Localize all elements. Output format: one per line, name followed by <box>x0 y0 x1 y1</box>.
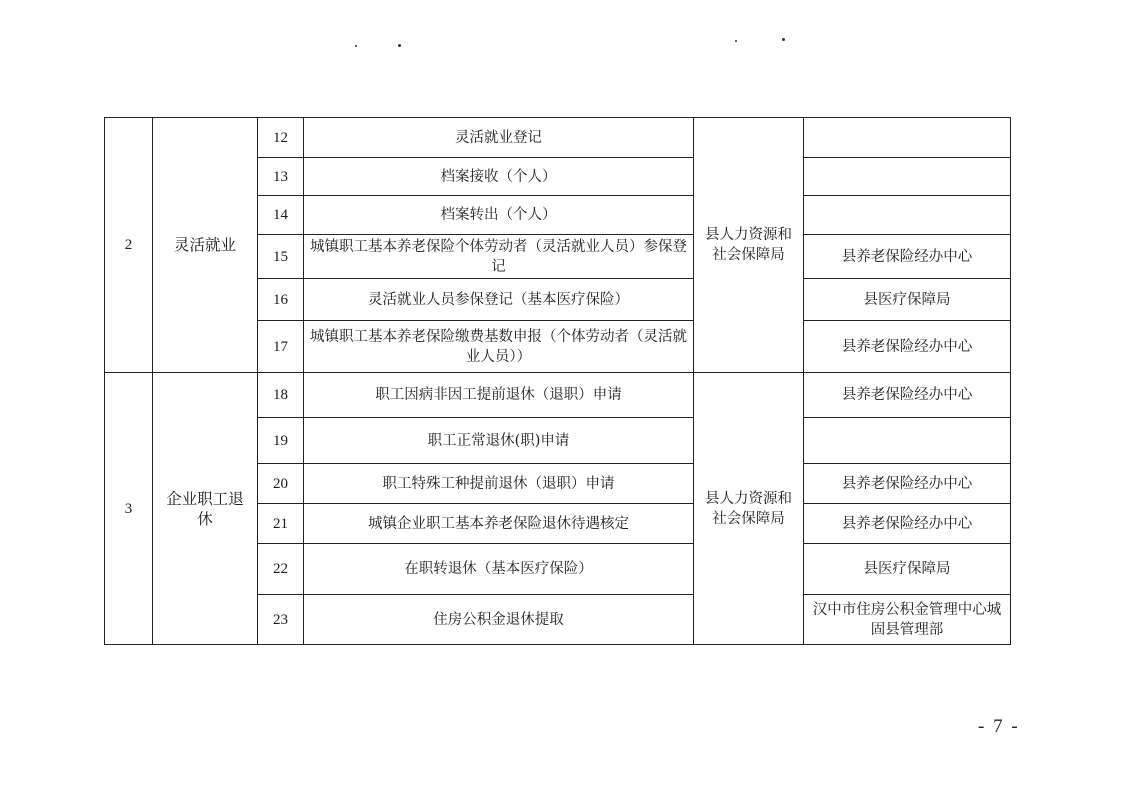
item-title: 城镇职工基本养老保险缴费基数申报（个体劳动者（灵活就业人员）） <box>304 321 694 373</box>
handling-agency <box>804 418 1011 464</box>
responsible-department: 县人力资源和社会保障局 <box>694 118 804 373</box>
item-title: 灵活就业人员参保登记（基本医疗保险） <box>304 279 694 321</box>
item-seq: 18 <box>258 373 304 418</box>
item-title: 住房公积金退休提取 <box>304 595 694 645</box>
service-items-table <box>104 117 1011 645</box>
item-seq: 23 <box>258 595 304 645</box>
category-number: 2 <box>105 118 153 373</box>
item-seq: 22 <box>258 544 304 595</box>
handling-agency: 县医疗保障局 <box>804 279 1011 321</box>
item-title: 档案转出（个人） <box>304 196 694 235</box>
scan-speck <box>355 45 357 47</box>
category-number: 3 <box>105 373 153 645</box>
handling-agency: 汉中市住房公积金管理中心城固县管理部 <box>804 595 1011 645</box>
handling-agency: 县医疗保障局 <box>804 544 1011 595</box>
category-name: 企业职工退休 <box>153 373 258 645</box>
scan-speck <box>735 40 737 42</box>
item-title: 在职转退休（基本医疗保险） <box>304 544 694 595</box>
item-title: 职工因病非因工提前退休（退职）申请 <box>304 373 694 418</box>
responsible-department: 县人力资源和社会保障局 <box>694 373 804 645</box>
page-number: - 7 - <box>978 716 1020 737</box>
handling-agency <box>804 196 1011 235</box>
item-seq: 17 <box>258 321 304 373</box>
item-title: 职工特殊工种提前退休（退职）申请 <box>304 464 694 504</box>
item-seq: 14 <box>258 196 304 235</box>
table-row <box>105 373 1011 418</box>
handling-agency: 县养老保险经办中心 <box>804 235 1011 279</box>
item-title: 档案接收（个人） <box>304 158 694 196</box>
item-title: 城镇职工基本养老保险个体劳动者（灵活就业人员）参保登记 <box>304 235 694 279</box>
table-row <box>105 118 1011 158</box>
item-seq: 16 <box>258 279 304 321</box>
scan-speck <box>782 38 785 41</box>
handling-agency: 县养老保险经办中心 <box>804 504 1011 544</box>
category-name: 灵活就业 <box>153 118 258 373</box>
item-seq: 21 <box>258 504 304 544</box>
item-title: 城镇企业职工基本养老保险退休待遇核定 <box>304 504 694 544</box>
handling-agency: 县养老保险经办中心 <box>804 373 1011 418</box>
item-seq: 20 <box>258 464 304 504</box>
handling-agency <box>804 118 1011 158</box>
handling-agency: 县养老保险经办中心 <box>804 464 1011 504</box>
item-seq: 13 <box>258 158 304 196</box>
handling-agency <box>804 158 1011 196</box>
handling-agency: 县养老保险经办中心 <box>804 321 1011 373</box>
item-seq: 15 <box>258 235 304 279</box>
item-seq: 12 <box>258 118 304 158</box>
scan-speck <box>398 44 401 47</box>
item-title: 灵活就业登记 <box>304 118 694 158</box>
item-title: 职工正常退休(职)申请 <box>304 418 694 464</box>
item-seq: 19 <box>258 418 304 464</box>
